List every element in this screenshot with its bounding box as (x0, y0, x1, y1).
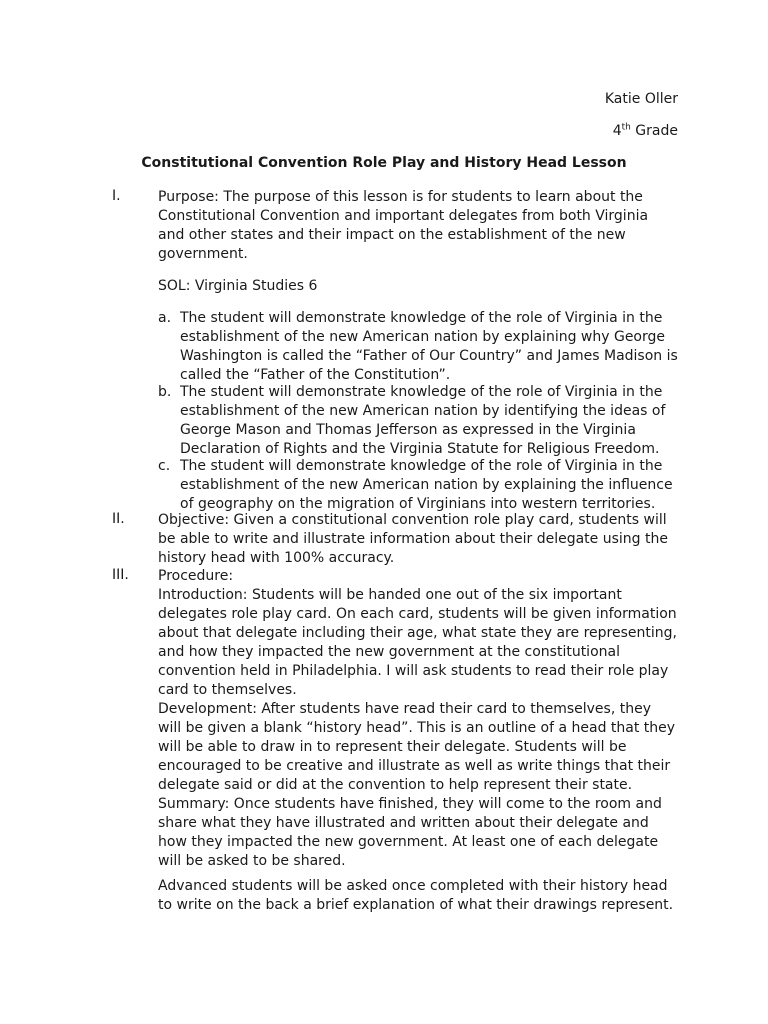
lesson-title: Constitutional Convention Role Play and History Head Lesson (141, 155, 627, 171)
procedure-heading: Procedure: (158, 568, 234, 584)
purpose-text: Purpose: The purpose of this lesson is for students to learn about the Constitutional Convention and important delegates from both Virginia and other states and their impact on the establishment of the new government. (158, 189, 649, 262)
grade-word: Grade (630, 123, 678, 139)
objective-text: Objective: Given a constitutional convention role play card, students will be able to write and illustrate information about their delegate using the history head with 100% accuracy. (158, 512, 668, 566)
sol-item-a (158, 309, 678, 385)
grade-number: 4 (612, 123, 622, 139)
author-name: Katie Oller (604, 91, 678, 107)
sol-item-letter: a. (158, 310, 172, 326)
procedure-summary: Summary: Once students have finished, they will come to the room and share what they have illustrated and written about their delegate and how they impacted the new government. At least one of each delegate will be asked to be shared. (158, 796, 662, 869)
procedure-section (158, 567, 678, 871)
sol-item-b (158, 383, 678, 459)
sol-item-letter: b. (158, 384, 172, 400)
sol-item-c (158, 457, 678, 514)
sol-item-text: The student will demonstrate knowledge of the role of Virginia in the establishment of the new American nation by identifying the ideas of George Mason and Thomas Jefferson as expressed in the Virginia Declaration of Rights and the Virginia Statute for Religious Freedom. (180, 384, 666, 457)
section-numeral-objective: II. (112, 511, 125, 527)
sol-item-text: The student will demonstrate knowledge of the role of Virginia in the establishment of the new American nation by explaining why George Washington is called the “Father of Our Country” and James Madison is called the “Father of the Constitution”. (180, 310, 678, 383)
sol-item-letter: c. (158, 458, 171, 474)
grade-ordinal-suffix: th (621, 122, 631, 133)
procedure-development: Development: After students have read their card to themselves, they will be given a blank “history head”. This is an outline of a head that they will be able to draw in to represent their delegate. Students will be encouraged to be creative and illustrate as well as write things that their delegate said or did at the convention to help represent their state. (158, 701, 676, 793)
section-numeral-procedure: III. (112, 567, 129, 583)
section-numeral-purpose: I. (112, 188, 121, 204)
sol-line: SOL: Virginia Studies 6 (158, 278, 318, 294)
advanced-students-note: Advanced students will be asked once completed with their history head to write on the back a brief explanation of what their drawings represent. (158, 878, 674, 913)
grade-level (613, 123, 678, 139)
sol-item-text: The student will demonstrate knowledge of the role of Virginia in the establishment of the new American nation by explaining the influence of geography on the migration of Virginians into western territories. (180, 458, 673, 512)
procedure-introduction: Introduction: Students will be handed one out of the six important delegates role play card. On each card, students will be given information about that delegate including their age, what state they are representing, and how they impacted the new government at the constitutional convention held in Philadelphia. I will ask students to read their role play card to themselves. (158, 587, 677, 698)
